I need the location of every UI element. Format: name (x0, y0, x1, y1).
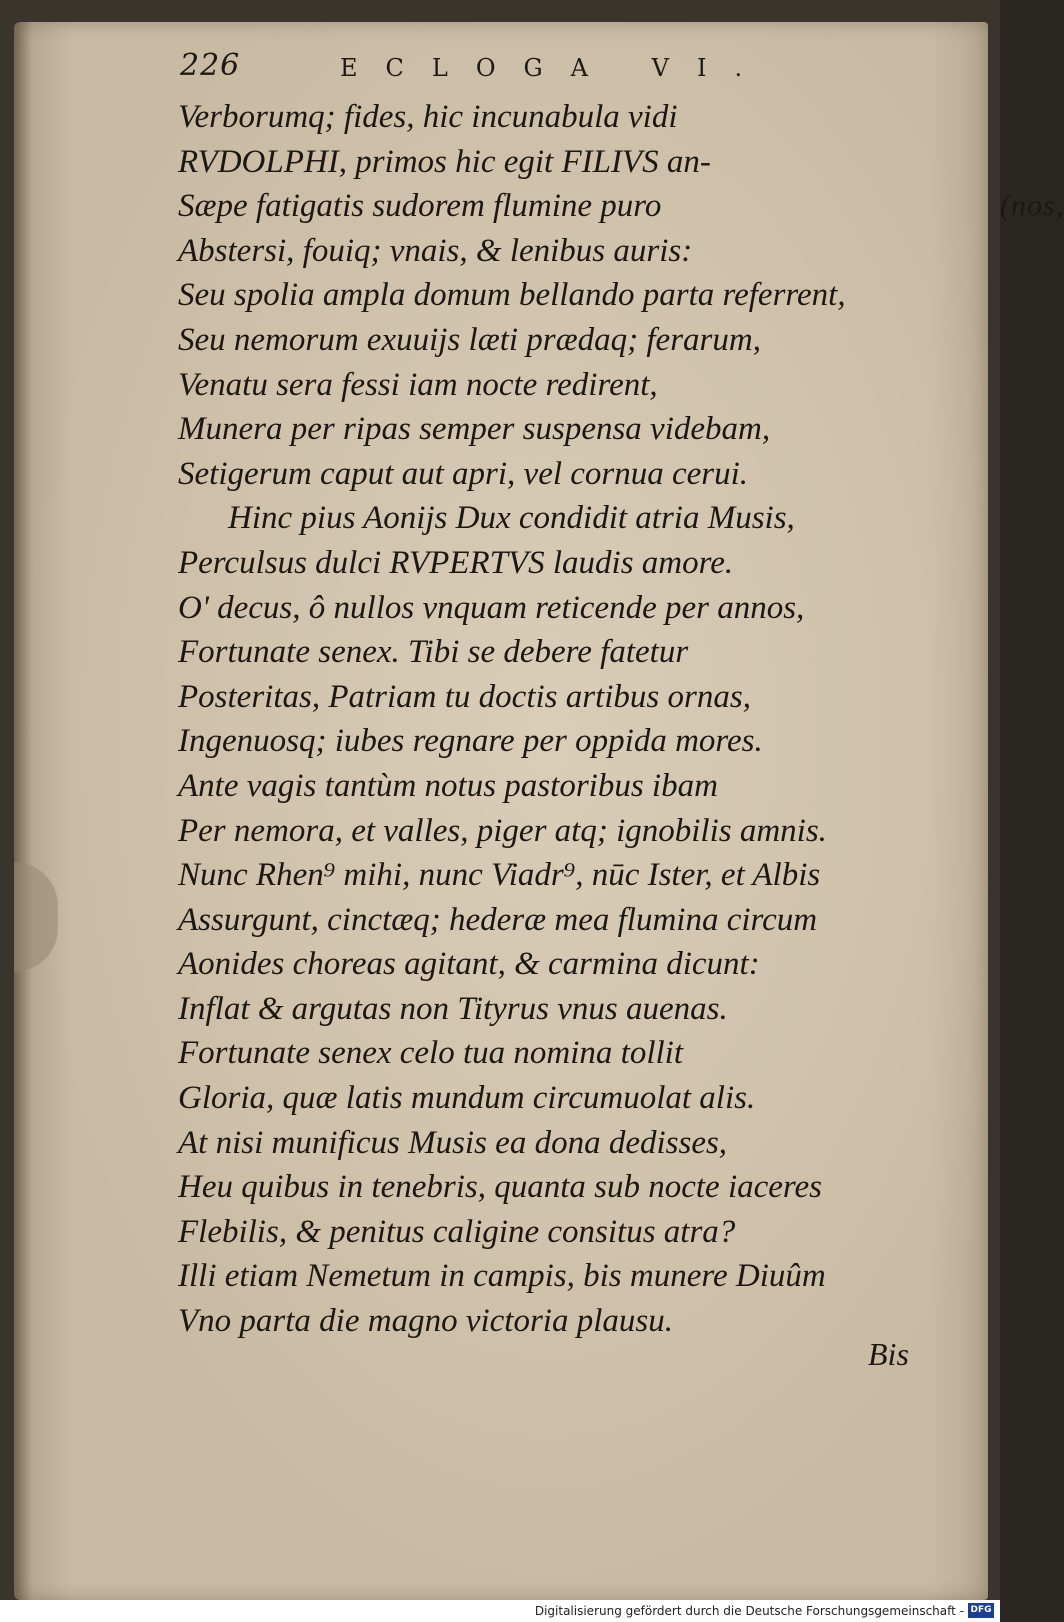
page-header (180, 48, 780, 92)
text-line: Ingenuosq; iubes regnare per oppida mores. (178, 723, 763, 760)
text-line: Heu quibus in tenebris, quanta sub nocte iaceres (178, 1169, 823, 1206)
text-line-indented: Hinc pius Aonijs Dux condidit atria Musis, (228, 500, 795, 537)
text-line: Inflat & argutas non Tityrus vnus auenas. (178, 990, 728, 1027)
text-line: Munera per ripas semper suspensa videbam, (178, 411, 771, 448)
text-line: Aonides choreas agitant, & carmina dicunt: (178, 946, 760, 983)
text-line: Verborumq; fides, hic incunabula vidi (178, 99, 678, 135)
digitization-footer (0, 1600, 1000, 1622)
text-line: RVDOLPHI, primos hic egit FILIVS an- (178, 143, 711, 180)
text-line-content: Sæpe fatigatis sudorem flumine puro (178, 188, 662, 225)
text-line: Per nemora, et valles, piger atq; ignobilis amnis. (178, 812, 827, 849)
text-line: Gloria, quæ latis mundum circumuolat alis. (178, 1080, 756, 1117)
text-line: Fortunate senex. Tibi se debere fatetur (178, 634, 689, 671)
text-line: Posteritas, Patriam tu doctis artibus ornas, (178, 678, 751, 715)
text-line: Seu spolia ampla domum bellando parta referrent, (178, 277, 846, 314)
footer-credit: Digitalisierung gefördert durch die Deutsche Forschungsgemeinschaft - (534, 1604, 964, 1618)
margin-note: (nos, (1000, 189, 1064, 223)
page-number: 226 (180, 48, 241, 83)
text-line: O' decus, ô nullos vnquam reticende per annos, (178, 589, 805, 626)
page-gutter-shadow (14, 22, 32, 1600)
text-line: Flebilis, & penitus caligine consitus atra? (178, 1213, 736, 1250)
running-title: ECLOGA VI. (340, 54, 771, 82)
text-line: Perculsus dulci RVPERTVS laudis amore. (178, 544, 734, 581)
catchword: Bis (868, 1336, 909, 1372)
text-line: At nisi munificus Musis ea dona dedisses, (178, 1124, 728, 1161)
text-line: Seu nemorum exuuijs læti prædaq; ferarum, (178, 321, 761, 358)
text-line (178, 184, 1064, 229)
dfg-logo-icon: DFG (968, 1603, 994, 1618)
text-line: Abstersi, fouiq; vnais, & lenibus auris: (178, 232, 693, 269)
text-line: Nunc Rhen⁹ mihi, nunc Viadr⁹, nūc Ister, et Albis (178, 857, 821, 894)
text-line: Setigerum caput aut apri, vel cornua cerui. (178, 455, 749, 492)
poem-text-block (178, 95, 1064, 1344)
text-line: Fortunate senex celo tua nomina tollit (178, 1035, 683, 1072)
page-fold-mark (14, 862, 58, 972)
text-line: Ante vagis tantùm notus pastoribus ibam (178, 767, 718, 804)
text-line: Vno parta die magno victoria plausu. (178, 1303, 673, 1340)
text-line: Venatu sera fessi iam nocte redirent, (178, 366, 658, 403)
text-line: Illi etiam Nemetum in campis, bis munere Diuûm (178, 1258, 826, 1295)
text-line: Assurgunt, cinctæq; hederæ mea flumina circum (178, 901, 818, 938)
